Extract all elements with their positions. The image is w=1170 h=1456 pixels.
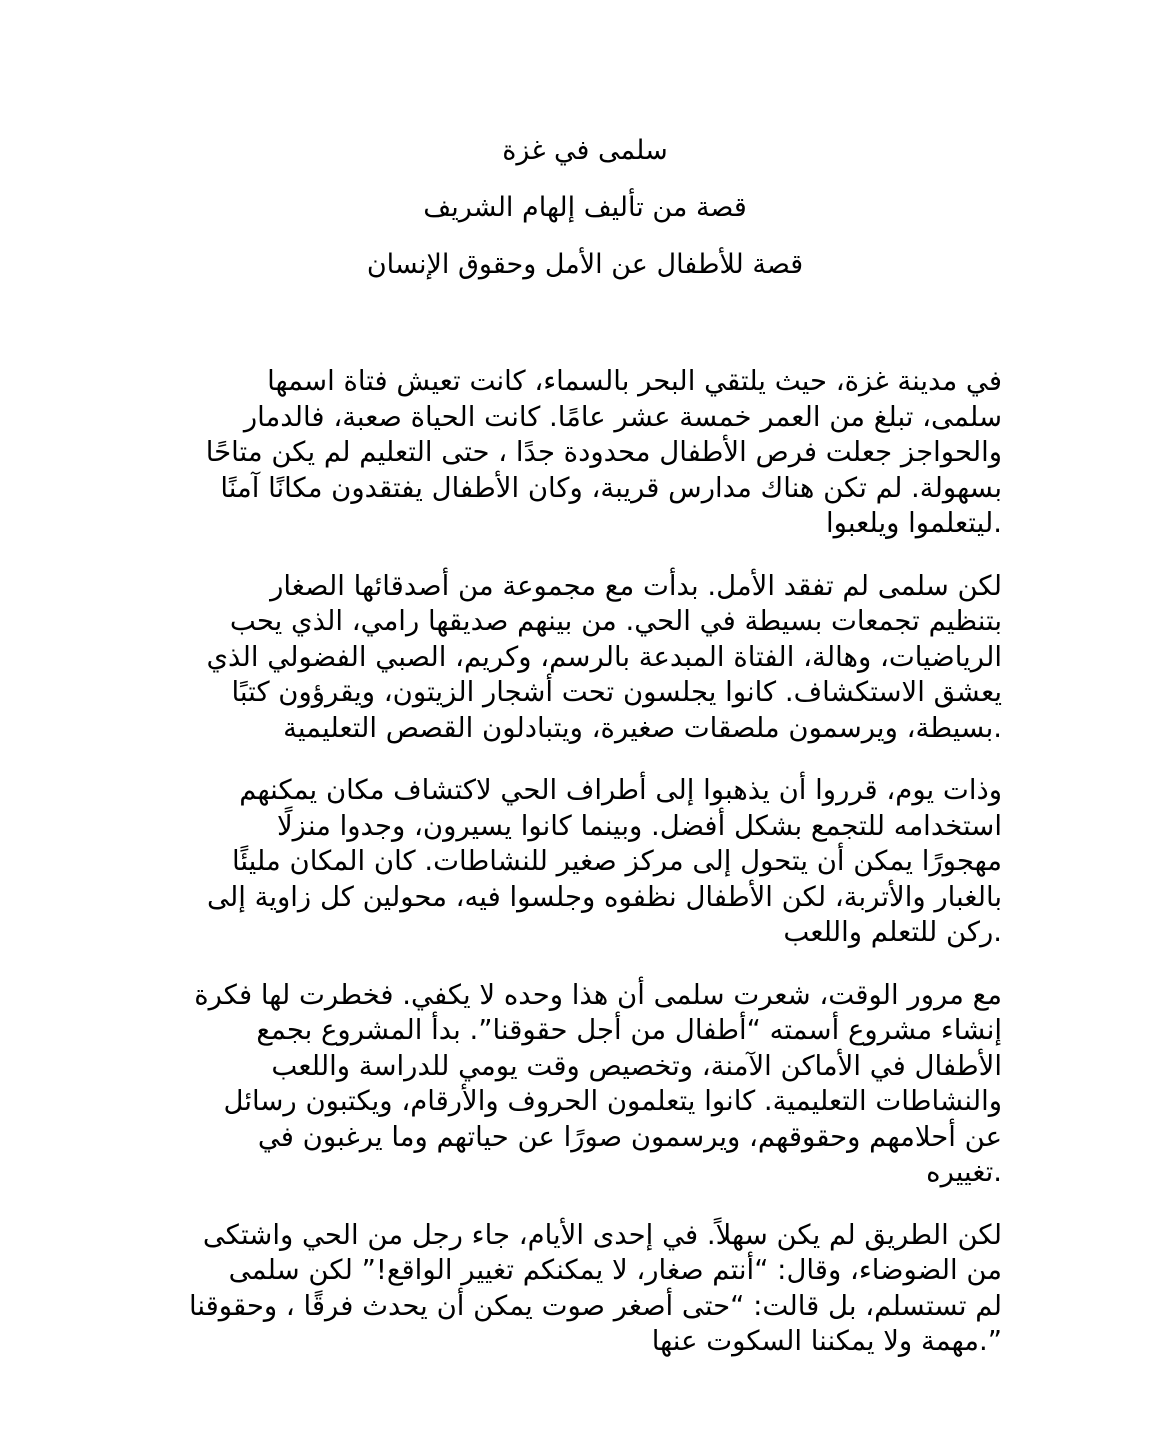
text-line: لم تستسلم، بل قالت: “حتى أصغر صوت يمكن أن يحدث فرقًا ، وحقوقنا <box>188 1289 1002 1322</box>
paragraph-3 <box>172 773 1002 951</box>
text-line: الرياضيات، وهالة، الفتاة المبدعة بالرسم، وكريم، الصبي الفضولي الذي <box>206 640 1002 673</box>
title-block <box>0 122 1170 293</box>
paragraph-5 <box>172 1218 1002 1360</box>
text-line: في مدينة غزة، حيث يلتقي البحر بالسماء، كانت تعيش فتاة اسمها <box>267 365 1002 397</box>
text-line: .ركن للتعلم واللعب <box>783 916 1002 948</box>
story-author: قصة من تأليف إلهام الشريف <box>423 192 747 223</box>
text-line: بسهولة. لم تكن هناك مدارس قريبة، وكان الأطفال يفتقدون مكانًا آمنًا <box>220 471 1002 504</box>
text-line: ”.مهمة ولا يمكننا السكوت عنها <box>651 1325 1002 1357</box>
text-line: استخدامه للتجمع بشكل أفضل. وبينما كانوا يسيرون، وجدوا منزلًا <box>277 809 1002 842</box>
text-line: .بسيطة، ويرسمون ملصقات صغيرة، ويتبادلون القصص التعليمية <box>283 711 1002 744</box>
text-line: من الضوضاء، وقال: “أنتم صغار، لا يمكنكم تغيير الواقع!” لكن سلمى <box>228 1254 1002 1286</box>
story-body <box>172 364 1002 1387</box>
paragraph-4 <box>172 978 1002 1191</box>
story-subtitle: قصة للأطفال عن الأمل وحقوق الإنسان <box>366 249 804 280</box>
text-line: الأطفال في الأماكن الآمنة، وتخصيص وقت يومي للدراسة واللعب <box>271 1049 1002 1082</box>
text-line: يعشق الاستكشاف. كانوا يجلسون تحت أشجار الزيتون، ويقرؤون كتبًا <box>231 676 1002 708</box>
paragraph-1 <box>172 364 1002 542</box>
text-line: إنشاء مشروع أسمته “أطفال من أجل حقوقنا”. بدأ المشروع بجمع <box>256 1014 1002 1046</box>
text-line: عن أحلامهم وحقوقهم، ويرسمون صورًا عن حياتهم وما يرغبون في <box>257 1120 1002 1153</box>
text-line: مهجورًا يمكن أن يتحول إلى مركز صغير للنشاطات. كان المكان مليئًا <box>231 845 1002 877</box>
text-line: وذات يوم، قرروا أن يذهبوا إلى أطراف الحي لاكتشاف مكان يمكنهم <box>239 774 1002 806</box>
text-line: بالغبار والأتربة، لكن الأطفال نظفوه وجلسوا فيه، محولين كل زاوية إلى <box>206 880 1002 913</box>
text-line: لكن الطريق لم يكن سهلاً. في إحدى الأيام، جاء رجل من الحي واشتكى <box>202 1218 1002 1251</box>
text-line: والنشاطات التعليمية. كانوا يتعلمون الحروف والأرقام، ويكتبون رسائل <box>223 1085 1002 1117</box>
text-line: والحواجز جعلت فرص الأطفال محدودة جدًا ، حتى التعليم لم يكن متاحًا <box>205 436 1002 468</box>
story-title: سلمى في غزة <box>502 135 668 166</box>
text-line: .ليتعلموا ويلعبوا <box>825 507 1002 539</box>
text-line: مع مرور الوقت، شعرت سلمى أن هذا وحده لا يكفي. فخطرت لها فكرة <box>194 978 1002 1011</box>
text-line: لكن سلمى لم تفقد الأمل. بدأت مع مجموعة من أصدقائها الصغار <box>270 569 1002 602</box>
text-line: .تغييره <box>926 1156 1002 1188</box>
paragraph-2 <box>172 569 1002 747</box>
text-line: بتنظيم تجمعات بسيطة في الحي. من بينهم صديقها رامي، الذي يحب <box>229 605 1002 637</box>
text-line: سلمى، تبلغ من العمر خمسة عشر عامًا. كانت الحياة صعبة، فالدمار <box>243 400 1002 433</box>
